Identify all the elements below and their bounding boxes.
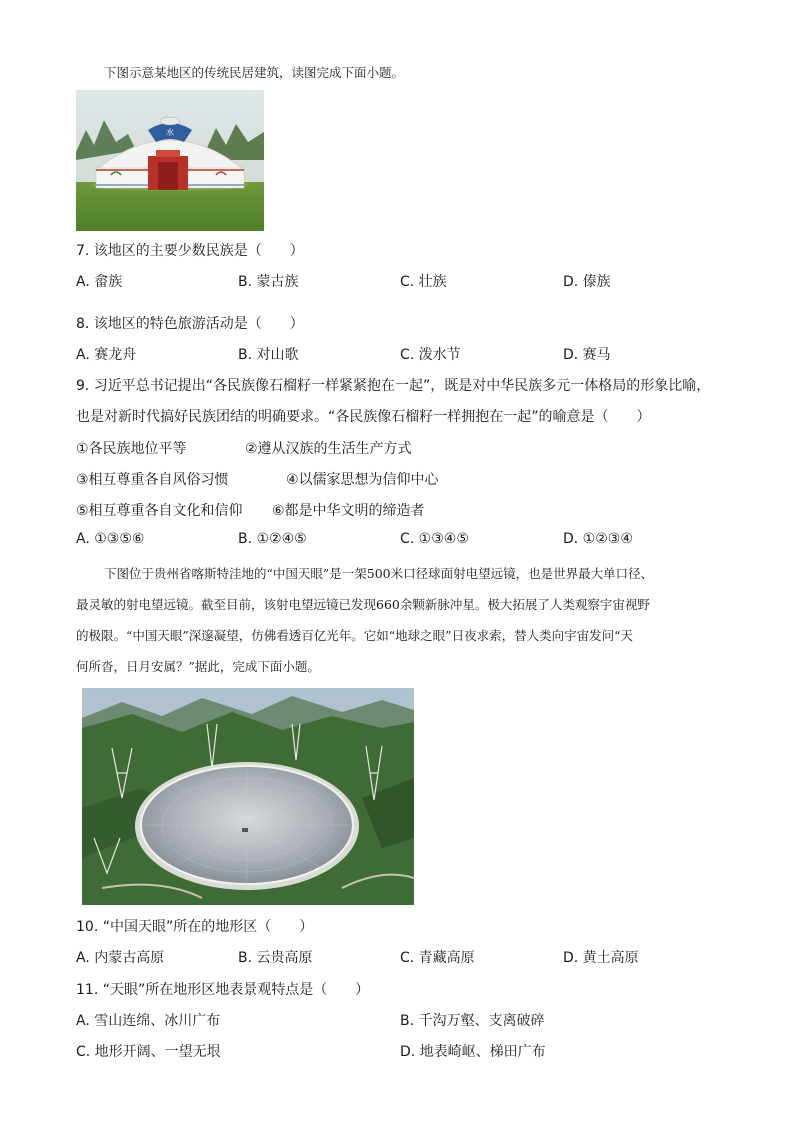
q11-option-d[interactable]: D. 地表崎岖、梯田广布: [400, 1044, 546, 1060]
yurt-logo: 水: [166, 128, 174, 137]
q8-option-d[interactable]: D. 赛马: [563, 347, 611, 363]
q9-item-5: ⑤相互尊重各自文化和信仰: [76, 503, 243, 519]
question-11-stem: 11. “天眼”所在地形区地表景观特点是（ ）: [76, 982, 370, 998]
question-10-stem: 10. “中国天眼”所在的地形区（ ）: [76, 919, 314, 935]
q11-option-a[interactable]: A. 雪山连绵、冰川广布: [76, 1013, 221, 1029]
q9-item-2: ②遵从汉族的生活生产方式: [245, 441, 412, 457]
intro-fast-line-2: 最灵敏的射电望远镜。截至目前，该射电望远镜已发现660余颗新脉冲星。极大拓展了人类观察宇宙视野: [76, 597, 650, 612]
q7-option-d[interactable]: D. 傣族: [563, 274, 611, 290]
q11-option-c[interactable]: C. 地形开阔、一望无垠: [76, 1044, 221, 1060]
q7-option-b[interactable]: B. 蒙古族: [238, 274, 299, 290]
question-7-stem: 7. 该地区的主要少数民族是（ ）: [76, 243, 304, 259]
intro-fast-line-3: 的极限。“中国天眼”深邃凝望，仿佛看透百亿光年。它如“地球之眼”日夜求索，替人类向宇宙发问“天: [76, 628, 633, 643]
question-9-stem-line-2: 也是对新时代搞好民族团结的明确要求。“各民族像石榴籽一样拥抱在一起”的喻意是（ ）: [76, 409, 651, 425]
intro-fast-line-4: 何所沓，日月安属？”据此，完成下面小题。: [76, 659, 320, 674]
question-9-stem-line-1: 9. 习近平总书记提出“各民族像石榴籽一样紧紧抱在一起”，既是对中华民族多元一体格局的形象比喻，: [76, 378, 711, 394]
q8-option-b[interactable]: B. 对山歌: [238, 347, 299, 363]
fast-telescope-photo: [82, 688, 414, 905]
q10-option-d[interactable]: D. 黄土高原: [563, 950, 639, 966]
q10-option-b[interactable]: B. 云贵高原: [238, 950, 313, 966]
q9-item-6: ⑥都是中华文明的缔造者: [272, 503, 425, 519]
q9-option-c[interactable]: C. ①③④⑤: [400, 531, 469, 547]
q9-option-a[interactable]: A. ①③⑤⑥: [76, 531, 145, 547]
q10-option-c[interactable]: C. 青藏高原: [400, 950, 475, 966]
q9-item-4: ④以儒家思想为信仰中心: [286, 472, 439, 488]
yurt-photo: [76, 90, 264, 231]
q8-option-c[interactable]: C. 泼水节: [400, 347, 461, 363]
q10-option-a[interactable]: A. 内蒙古高原: [76, 950, 165, 966]
q11-option-b[interactable]: B. 千沟万壑、支离破碎: [400, 1013, 545, 1029]
q9-option-d[interactable]: D. ①②③④: [563, 531, 633, 547]
q9-option-b[interactable]: B. ①②④⑤: [238, 531, 307, 547]
q9-item-1: ①各民族地位平等: [76, 441, 187, 457]
q8-option-a[interactable]: A. 赛龙舟: [76, 347, 137, 363]
q9-item-3: ③相互尊重各自风俗习惯: [76, 472, 229, 488]
q7-option-c[interactable]: C. 壮族: [400, 274, 447, 290]
intro-yurt: 下图示意某地区的传统民居建筑，读图完成下面小题。: [104, 65, 405, 80]
question-8-stem: 8. 该地区的特色旅游活动是（ ）: [76, 316, 304, 332]
q7-option-a[interactable]: A. 畲族: [76, 274, 123, 290]
intro-fast-line-1: 下图位于贵州省喀斯特洼地的“中国天眼”是一架500米口径球面射电望远镜，也是世界最大单口径、: [104, 566, 654, 581]
